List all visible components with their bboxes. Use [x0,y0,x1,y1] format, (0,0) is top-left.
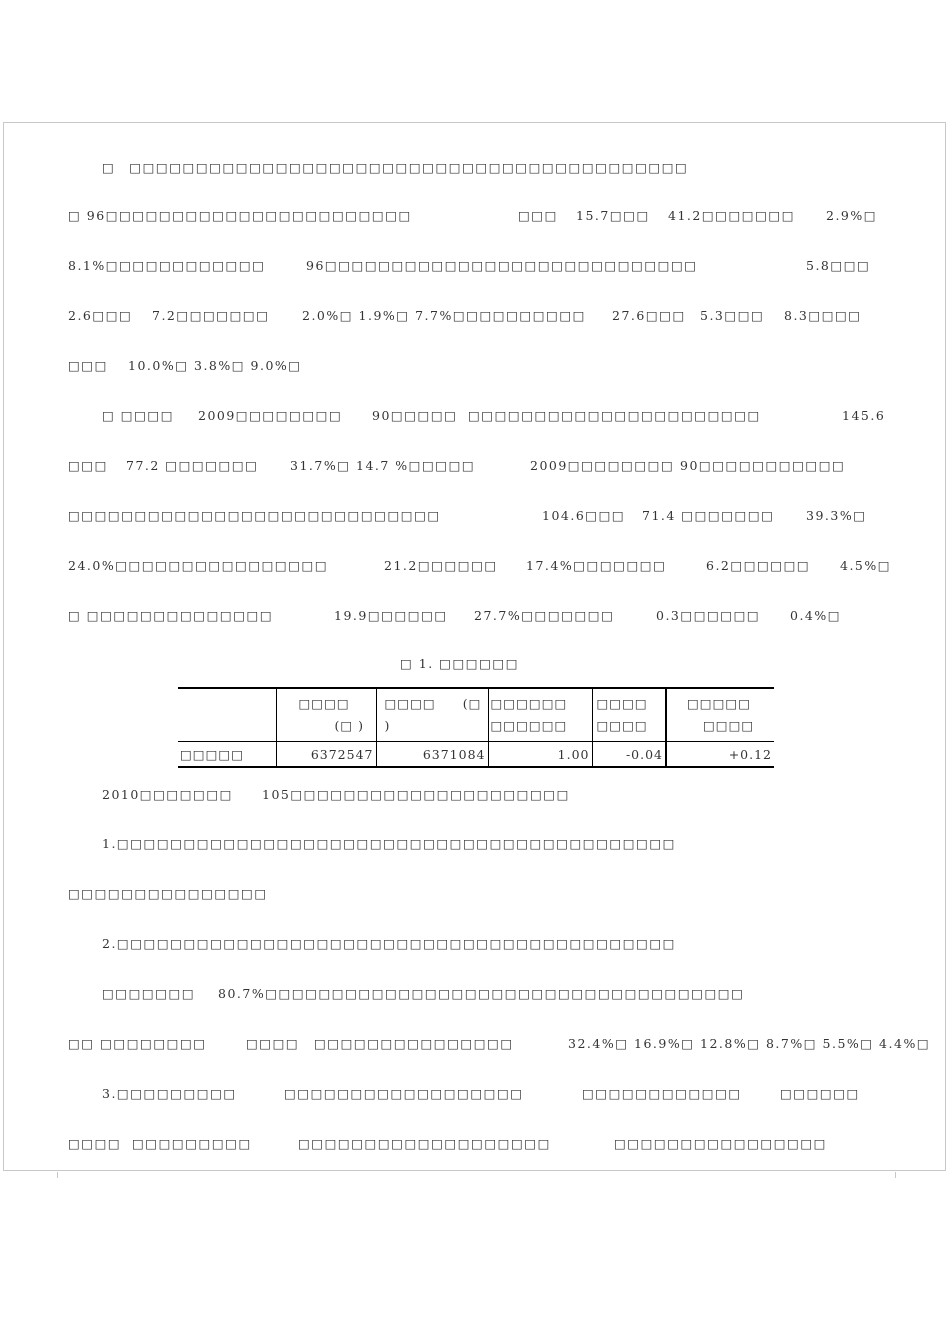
text-line-12: 1.□□□□□□□□□□□□□□□□□□□□□□□□□□□□□□□□□□□□□□□□□□ [102,836,676,851]
value-cell: +0.12 [666,742,774,768]
text-line-6: □ □□□□ 2009□□□□□□□□ 90□□□□□ □□□□□□□□□□□□□□□□□□□□□□ 145.6 [102,408,886,423]
page-corner-mark-right [895,1172,896,1178]
header-cell-2: □□□□ (□ ) [276,688,376,742]
table-caption: □ 1. □□□□□□ [400,656,520,671]
header-cell-5: □□□□ □□□□ [592,688,666,742]
text-line-16: □□ □□□□□□□□ □□□□ □□□□□□□□□□□□□□□ 32.4%□ 16.9%□ 12.8%□ 8.7%□ 5.5%□ 4.4%□ [68,1036,931,1051]
population-table [178,687,774,768]
text-line-9: 24.0%□□□□□□□□□□□□□□□□ 21.2□□□□□□ 17.4%□□□□□□□ 6.2□□□□□□ 4.5%□ [68,558,892,573]
page-frame [3,122,946,1171]
text-line-4: 2.6□□□ 7.2□□□□□□□ 2.0%□ 1.9%□ 7.7%□□□□□□□□□□ 27.6□□□ 5.3□□□ 8.3□□□□ [68,308,862,323]
value-cell: 6371084 [376,742,488,768]
header-cell-1 [178,688,276,742]
table-row [178,742,774,768]
text-line-13: □□□□□□□□□□□□□□□ [68,886,268,901]
text-line-11: 2010□□□□□□□ 105□□□□□□□□□□□□□□□□□□□□□ [102,787,570,802]
header-cell-4: □□□□□□ □□□□□□ [488,688,592,742]
header-cell-6: □□□□□ □□□□ [666,688,774,742]
text-line-1: □ □□□□□□□□□□□□□□□□□□□□□□□□□□□□□□□□□□□□□□□□□□ [102,160,689,175]
header-cell-3: □□□□ (□ ) [376,688,488,742]
text-line-2: □ 96□□□□□□□□□□□□□□□□□□□□□□□ □□□ 15.7□□□ 41.2□□□□□□□ 2.9%□ [68,208,878,223]
text-line-14: 2.□□□□□□□□□□□□□□□□□□□□□□□□□□□□□□□□□□□□□□□□□□ [102,936,676,951]
text-line-8: □□□□□□□□□□□□□□□□□□□□□□□□□□□□ 104.6□□□ 71.4 □□□□□□□ 39.3%□ [68,508,867,523]
page-corner-mark-left [57,1172,58,1178]
text-line-7: □□□ 77.2 □□□□□□□ 31.7%□ 14.7 %□□□□□ 2009□□□□□□□□ 90□□□□□□□□□□□ [68,458,846,473]
text-line-17: 3.□□□□□□□□□ □□□□□□□□□□□□□□□□□□ □□□□□□□□□□□□ □□□□□□ [102,1086,860,1101]
text-line-15: □□□□□□□ 80.7%□□□□□□□□□□□□□□□□□□□□□□□□□□□□□□□□□□□□ [102,986,745,1001]
text-line-3: 8.1%□□□□□□□□□□□□ 96□□□□□□□□□□□□□□□□□□□□□□□□□□□□ 5.8□□□ [68,258,871,273]
text-line-10: □ □□□□□□□□□□□□□□ 19.9□□□□□□ 27.7%□□□□□□□ 0.3□□□□□□ 0.4%□ [68,608,842,623]
text-line-5: □□□ 10.0%□ 3.8%□ 9.0%□ [68,358,302,373]
table-header-row [178,688,774,742]
row-label: □□□□□ [180,746,245,762]
value-cell: 1.00 [488,742,592,768]
text-line-18: □□□□ □□□□□□□□□ □□□□□□□□□□□□□□□□□□□ □□□□□□□□□□□□□□□□ [68,1136,827,1151]
value-cell: -0.04 [592,742,666,768]
value-cell: 6372547 [276,742,376,768]
